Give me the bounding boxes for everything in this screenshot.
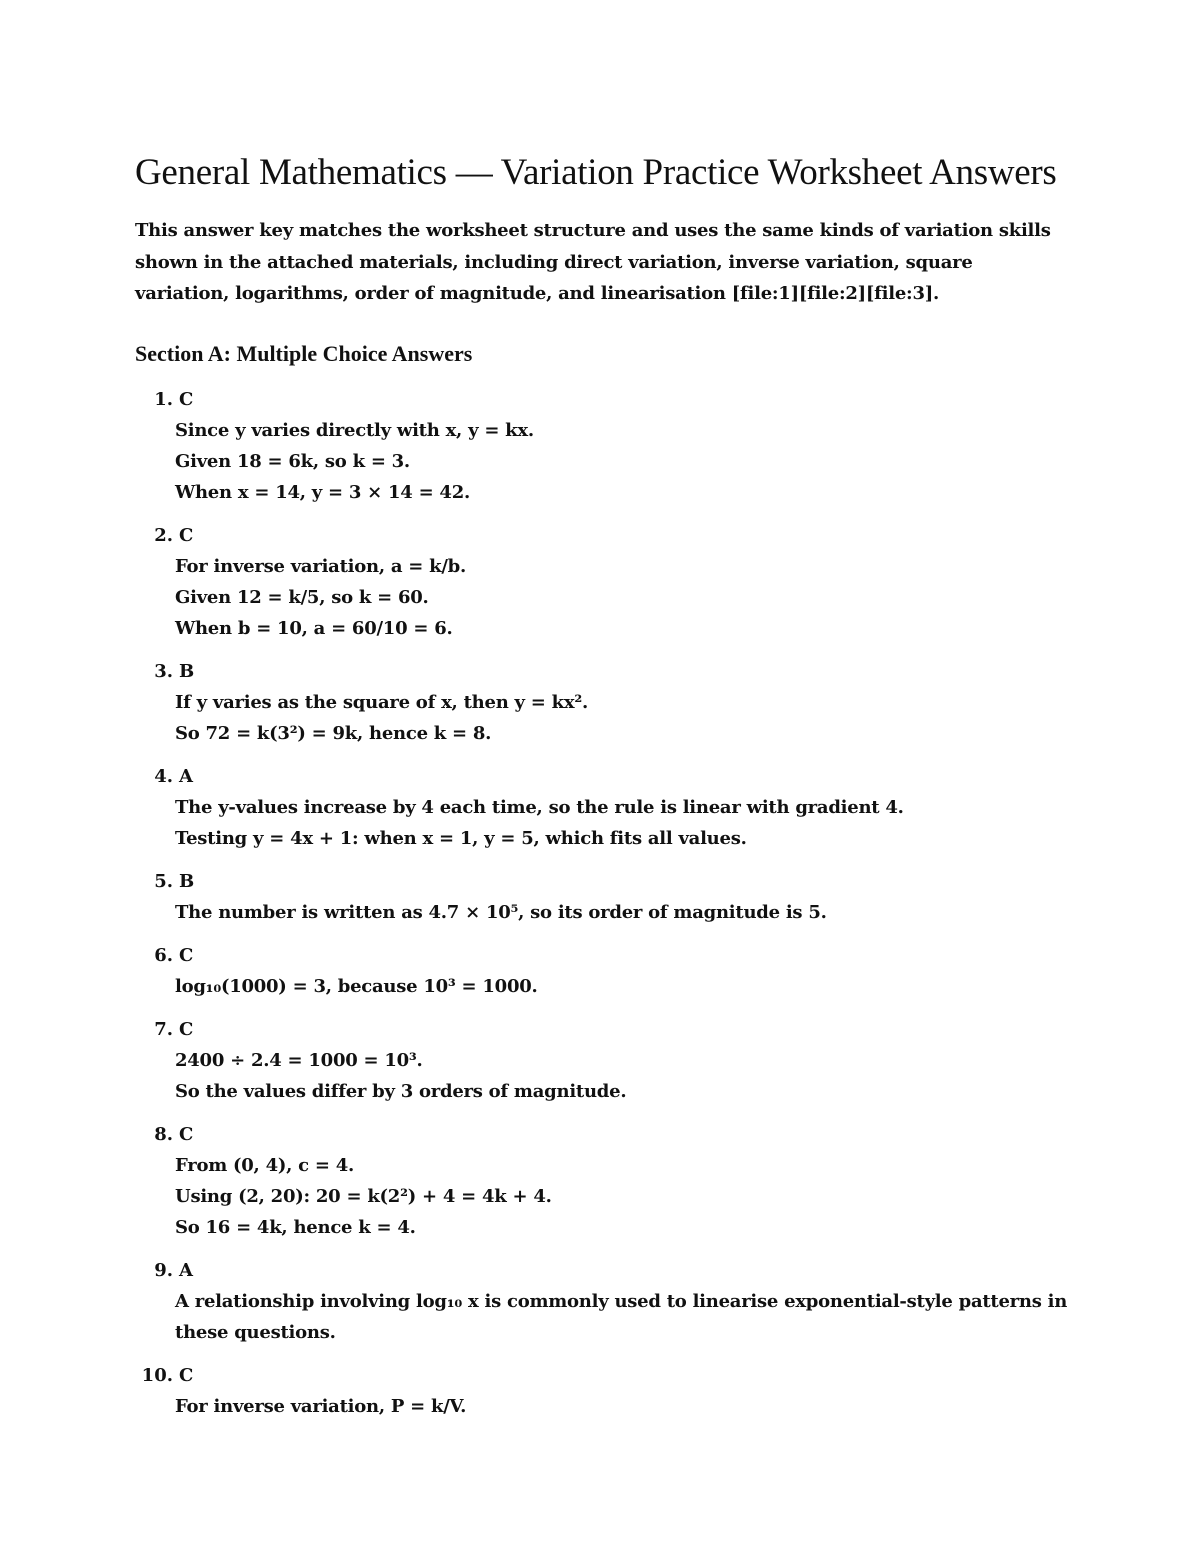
- answer-letter: C: [179, 1018, 194, 1040]
- answer-item: [135, 940, 1070, 1002]
- answer-working-line: Testing y = 4x + 1: when x = 1, y = 5, which fits all values.: [175, 827, 747, 849]
- answer-item: [135, 1119, 1070, 1243]
- answer-list: [135, 384, 1070, 1422]
- answer-item: [135, 520, 1070, 644]
- answer-letter: C: [179, 944, 194, 966]
- answer-letter: C: [179, 1123, 194, 1145]
- answer-letter: A: [179, 765, 193, 787]
- answer-working-line: Using (2, 20): 20 = k(2²) + 4 = 4k + 4.: [175, 1185, 552, 1207]
- section-a-heading: Section A: Multiple Choice Answers: [135, 340, 473, 366]
- answer-letter: B: [179, 660, 195, 682]
- answer-working-line: log₁₀(1000) = 3, because 10³ = 1000.: [175, 975, 538, 997]
- answer-working-line: The number is written as 4.7 × 10⁵, so its order of magnitude is 5.: [175, 901, 827, 923]
- answer-number: 4.: [154, 765, 173, 787]
- answer-letter: C: [179, 388, 194, 410]
- answer-working-line: Given 18 = 6k, so k = 3.: [175, 450, 410, 472]
- answer-working-line: Given 12 = k/5, so k = 60.: [175, 586, 429, 608]
- answer-letter: C: [179, 524, 194, 546]
- answer-number: 9.: [154, 1259, 173, 1281]
- answer-letter: B: [179, 870, 195, 892]
- answer-working-line: When x = 14, y = 3 × 14 = 42.: [175, 481, 470, 503]
- answer-working-line: So the values differ by 3 orders of magnitude.: [175, 1080, 627, 1102]
- answer-item: [135, 1255, 1070, 1348]
- answer-item: [135, 1014, 1070, 1107]
- answer-item: [135, 1360, 1070, 1422]
- intro-paragraph: This answer key matches the worksheet structure and uses the same kinds of variation skills shown in the attached materials, including direct variation, inverse variation, square variation, logarithms, order of magnitude, and linearisation [file:1][file:2][file:3].: [135, 220, 1051, 304]
- answer-working-line: So 72 = k(3²) = 9k, hence k = 8.: [175, 722, 492, 744]
- answer-number: 2.: [154, 524, 173, 546]
- answer-number: 6.: [154, 944, 173, 966]
- answer-number: 10.: [141, 1364, 173, 1386]
- answer-number: 1.: [154, 388, 173, 410]
- answer-working-line: If y varies as the square of x, then y = kx².: [175, 691, 588, 713]
- answer-item: [135, 761, 1070, 854]
- answer-item: [135, 866, 1070, 928]
- answer-item: [135, 384, 1070, 508]
- answer-working-line: A relationship involving log₁₀ x is commonly used to linearise exponential-style patterns in these questions.: [175, 1290, 1068, 1343]
- answer-working-line: Since y varies directly with x, y = kx.: [175, 419, 534, 441]
- answer-working-line: When b = 10, a = 60/10 = 6.: [175, 617, 453, 639]
- answer-working-line: For inverse variation, a = k/b.: [175, 555, 467, 577]
- answer-item: [135, 656, 1070, 749]
- answer-number: 5.: [154, 870, 173, 892]
- answer-working-line: For inverse variation, P = k/V.: [175, 1395, 467, 1417]
- answer-working-line: From (0, 4), c = 4.: [175, 1154, 355, 1176]
- answer-number: 8.: [154, 1123, 173, 1145]
- answer-sheet: [135, 150, 1070, 1434]
- page-title: General Mathematics — Variation Practice Worksheet Answers: [135, 152, 1057, 193]
- answer-working-line: The y-values increase by 4 each time, so the rule is linear with gradient 4.: [175, 796, 904, 818]
- answer-letter: C: [179, 1364, 194, 1386]
- answer-working-line: 2400 ÷ 2.4 = 1000 = 10³.: [175, 1049, 423, 1071]
- answer-number: 3.: [154, 660, 173, 682]
- answer-letter: A: [179, 1259, 193, 1281]
- answer-working-line: So 16 = 4k, hence k = 4.: [175, 1216, 416, 1238]
- answer-number: 7.: [154, 1018, 173, 1040]
